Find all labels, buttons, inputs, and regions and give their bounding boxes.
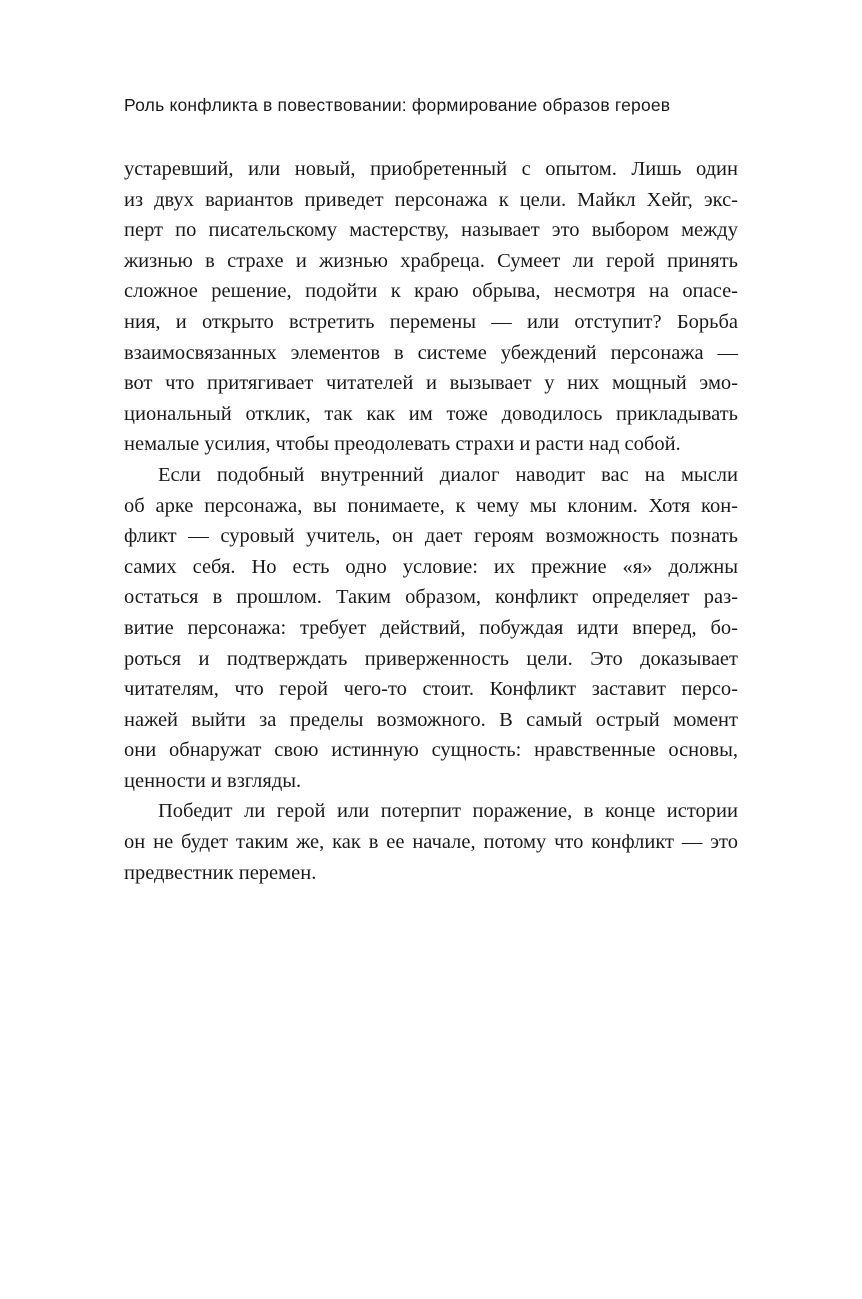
text-line: немалые усилия, чтобы преодолевать страхи и расти над собой. [124, 433, 681, 456]
text-line: Победит ли герой или потерпит поражение, в конце истории [158, 800, 738, 823]
text-line: перт по писательскому мастерству, называет это выбором между [124, 219, 738, 242]
paragraph-1 [124, 154, 738, 460]
paragraph-2 [124, 460, 738, 797]
text-line: об арке персонажа, вы понимаете, к чему мы клоним. Хотя кон- [124, 494, 738, 517]
text-line: вот что притягивает читателей и вызывает у них мощный эмо- [124, 372, 738, 395]
text-line: роться и подтверждать приверженность цели. Это доказывает [124, 647, 738, 670]
text-line: предвестник перемен. [124, 861, 317, 884]
text-line: Если подобный внутренний диалог наводит вас на мысли [158, 463, 738, 486]
text-line: он не будет таким же, как в ее начале, потому что конфликт — это [124, 831, 738, 854]
text-line: сложное решение, подойти к краю обрыва, несмотря на опасе- [124, 280, 738, 303]
text-line: читателям, что герой чего-то стоит. Конфликт заставит персо- [124, 678, 738, 701]
text-line: ценности и взгляды. [124, 769, 302, 792]
text-line: нажей выйти за пределы возможного. В самый острый момент [124, 708, 738, 731]
text-line: самих себя. Но есть одно условие: их прежние «я» должны [124, 555, 738, 578]
text-line: циональный отклик, так как им тоже доводилось прикладывать [124, 402, 738, 425]
body-text [124, 154, 738, 888]
text-line: жизнью в страхе и жизнью храбреца. Сумеет ли герой принять [124, 249, 738, 272]
text-line: остаться в прошлом. Таким образом, конфликт определяет раз- [124, 586, 738, 609]
text-line: ния, и открыто встретить перемены — или отступит? Борьба [124, 310, 738, 333]
text-line: из двух вариантов приведет персонажа к цели. Майкл Хейг, экс- [124, 188, 738, 211]
text-line: взаимосвязанных элементов в системе убеждений персонажа — [124, 341, 738, 364]
text-line: они обнаружат свою истинную сущность: нравственные основы, [124, 739, 738, 762]
text-line: фликт — суровый учитель, он дает героям возможность познать [124, 525, 738, 548]
paragraph-3 [124, 796, 738, 888]
text-line: устаревший, или новый, приобретенный с опытом. Лишь один [124, 158, 738, 180]
running-header: Роль конфликта в повествовании: формирование образов героев [124, 95, 671, 115]
text-line: витие персонажа: требует действий, побуждая идти вперед, бо- [124, 616, 738, 639]
